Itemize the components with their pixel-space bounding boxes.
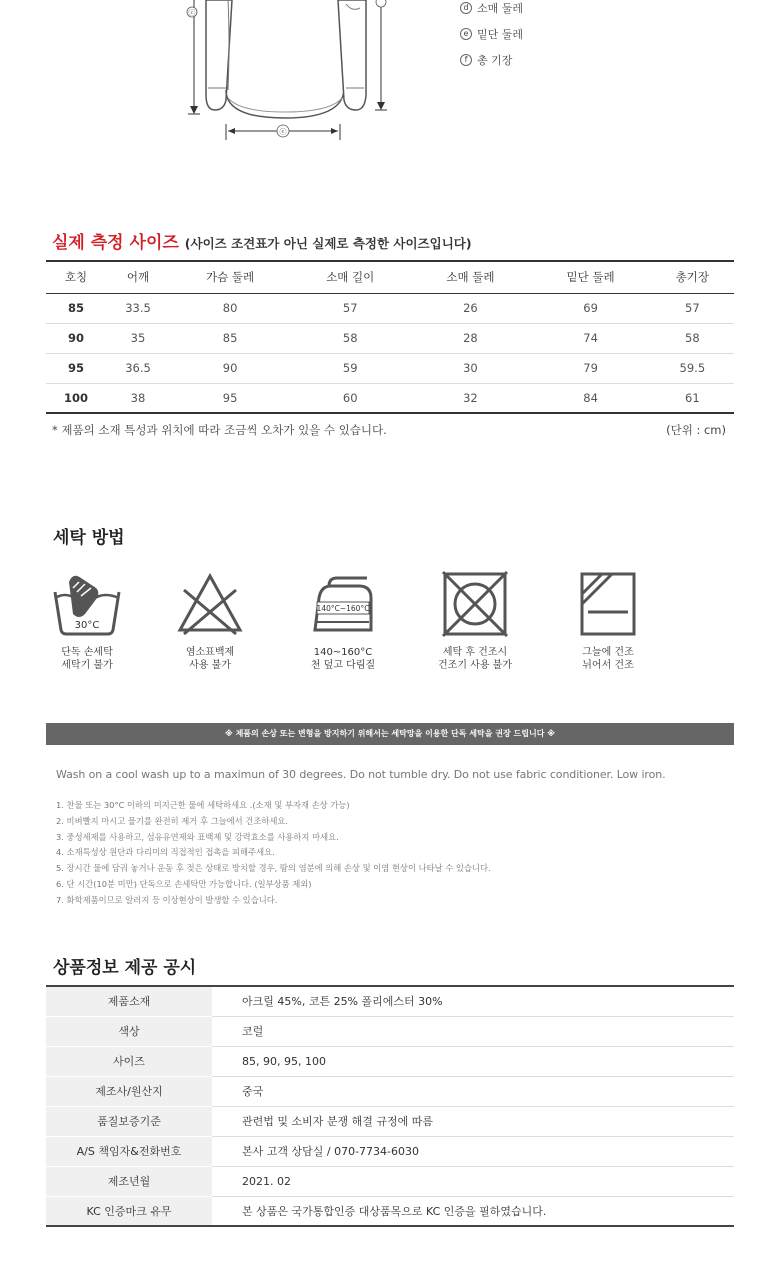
wash-english-text: Wash on a cool wash up to a maximun of 30 degrees. Do not tumble dry. Do not use fabric conditioner. Low iron. [56,768,666,781]
table-cell: 59.5 [651,353,734,383]
marker-c: ⓒ [188,9,196,17]
info-value: 본사 고객 상담실 / 070-7734-6030 [212,1136,734,1166]
info-value: 관련법 및 소비자 분쟁 해결 규정에 따름 [212,1106,734,1136]
iron-label: 140~160°C 천 덮고 다림질 [310,647,376,671]
legend-item [460,0,523,21]
hand-wash-temp: 30°C [74,620,100,631]
info-label: 제조년월 [46,1166,212,1196]
wash-icon-item [155,568,265,672]
info-value: 중국 [212,1076,734,1106]
size-table-header [46,261,734,293]
wash-banner: ※ 제품의 손상 또는 변형을 방지하기 위해서는 세탁망을 이용한 단독 세탁을 권장 드립니다 ※ [46,723,734,745]
table-cell: 33.5 [106,293,170,323]
table-cell: 95 [46,353,106,383]
info-value: 본 상품은 국가통합인증 대상품목으로 KC 인증을 필하였습니다. [212,1196,734,1226]
list-item: 4. 소재특성상 원단과 다리미의 직접적인 접촉을 피해주세요. [56,847,275,858]
table-row [46,323,734,353]
table-row [46,1106,734,1136]
wash-icon-item [420,568,530,672]
sweater-diagram [0,0,460,160]
info-label: A/S 책임자&전화번호 [46,1136,212,1166]
info-title: 상품정보 제공 공시 [53,958,197,978]
legend-item [460,21,523,47]
wash-instructions [56,798,491,909]
list-item: 3. 중성세제를 사용하고, 섬유유연제와 표백제 및 강력효소를 사용하지 마세요. [56,831,339,842]
wash-title: 세탁 방법 [53,528,125,548]
table-cell: 58 [651,323,734,353]
size-header-cell: 호칭 [46,261,106,293]
legend-label: 소매 둘레 [477,2,524,15]
list-item: 6. 단 시간(10분 미만) 단독으로 손세탁만 가능합니다. (일부상품 제외) [56,878,312,889]
size-section-title [52,228,472,253]
size-title: 실제 측정 사이즈 [52,233,179,253]
table-row [46,1196,734,1226]
size-header-cell: 가슴 둘레 [170,261,290,293]
shade-dry-flat-label: 그늘에 건조 뉘어서 건조 [582,647,634,671]
table-row [46,1136,734,1166]
table-cell: 30 [410,353,530,383]
table-cell: 69 [531,293,651,323]
info-value: 아크릴 45%, 코튼 25% 폴리에스터 30% [212,986,734,1016]
measurement-diagram [0,0,780,160]
wash-icons [46,568,666,688]
info-value: 코럴 [212,1016,734,1046]
list-item: 7. 화학제품이므로 알러지 등 이상현상이 발생할 수 있습니다. [56,894,278,905]
info-label: 사이즈 [46,1046,212,1076]
no-tumble-dry-label: 세탁 후 건조시 건조기 사용 불가 [438,647,512,671]
table-cell: 35 [106,323,170,353]
size-header-cell: 밑단 둘레 [531,261,651,293]
legend-mark-f: f [460,54,472,66]
table-cell: 100 [46,383,106,413]
table-cell: 32 [410,383,530,413]
table-cell: 57 [290,293,410,323]
legend-item [460,47,523,73]
table-cell: 26 [410,293,530,323]
info-label: 제품소재 [46,986,212,1016]
info-value: 2021. 02 [212,1166,734,1196]
table-cell: 90 [170,353,290,383]
list-item: 5. 장시간 물에 담궈 놓거나 운동 후 젖은 상태로 방치할 경우, 땀의 염분에 의해 손상 및 이염 현상이 나타날 수 있습니다. [56,863,491,874]
info-label: 색상 [46,1016,212,1046]
size-table [46,260,734,414]
iron-icon [307,568,379,640]
table-cell: 80 [170,293,290,323]
hand-wash-label: 단독 손세탁 세탁기 불가 [61,647,113,671]
table-cell: 79 [531,353,651,383]
table-row [46,293,734,323]
table-cell: 85 [170,323,290,353]
info-label: 품질보증기준 [46,1106,212,1136]
no-bleach-icon [174,568,246,640]
wash-icon-item [32,568,142,672]
table-cell: 57 [651,293,734,323]
diagram-legend [460,0,523,73]
size-header-cell: 어깨 [106,261,170,293]
table-cell: 38 [106,383,170,413]
size-note [52,422,726,438]
info-value: 85, 90, 95, 100 [212,1046,734,1076]
table-row [46,383,734,413]
list-item: 1. 찬물 또는 30°C 이하의 미지근한 물에 세탁하세요 .(소재 및 부자재 손상 가능) [56,800,350,810]
table-cell: 59 [290,353,410,383]
legend-mark-d: d [460,2,472,14]
size-subtitle: (사이즈 조견표가 아닌 실제로 측정한 사이즈입니다) [184,236,472,251]
table-cell: 28 [410,323,530,353]
table-row [46,986,734,1016]
table-cell: 90 [46,323,106,353]
marker-e: ⓔ [279,128,287,136]
hand-wash-icon [51,568,123,640]
iron-temp: 140°C~160°C [316,604,370,613]
legend-mark-e: e [460,28,472,40]
product-info-table [46,985,734,1227]
table-cell: 58 [290,323,410,353]
table-cell: 85 [46,293,106,323]
size-note-text: * 제품의 소재 특성과 위치에 따라 조금씩 오차가 있을 수 있습니다. [52,423,387,437]
table-cell: 95 [170,383,290,413]
size-header-cell: 소매 길이 [290,261,410,293]
size-unit: (단위 : cm) [666,423,726,437]
table-row [46,1046,734,1076]
table-row [46,1076,734,1106]
table-row [46,1016,734,1046]
wash-icon-item [288,568,398,672]
no-tumble-dry-icon [439,568,511,640]
size-header-cell: 총기장 [651,261,734,293]
wash-icon-item [553,568,663,672]
table-row [46,1166,734,1196]
no-bleach-label: 염소표백제 사용 불가 [185,647,235,671]
info-label: 제조사/원산지 [46,1076,212,1106]
table-cell: 36.5 [106,353,170,383]
list-item: 2. 비벼빨지 마시고 물기를 완전히 제거 후 그늘에서 건조하세요. [56,815,289,826]
table-row [46,353,734,383]
shade-dry-flat-icon [572,568,644,640]
table-cell: 60 [290,383,410,413]
table-cell: 84 [531,383,651,413]
table-cell: 61 [651,383,734,413]
info-label: KC 인증마크 유무 [46,1196,212,1226]
table-cell: 74 [531,323,651,353]
size-header-cell: 소매 둘레 [410,261,530,293]
legend-label: 밑단 둘레 [477,28,524,41]
legend-label: 총 기장 [477,54,513,67]
